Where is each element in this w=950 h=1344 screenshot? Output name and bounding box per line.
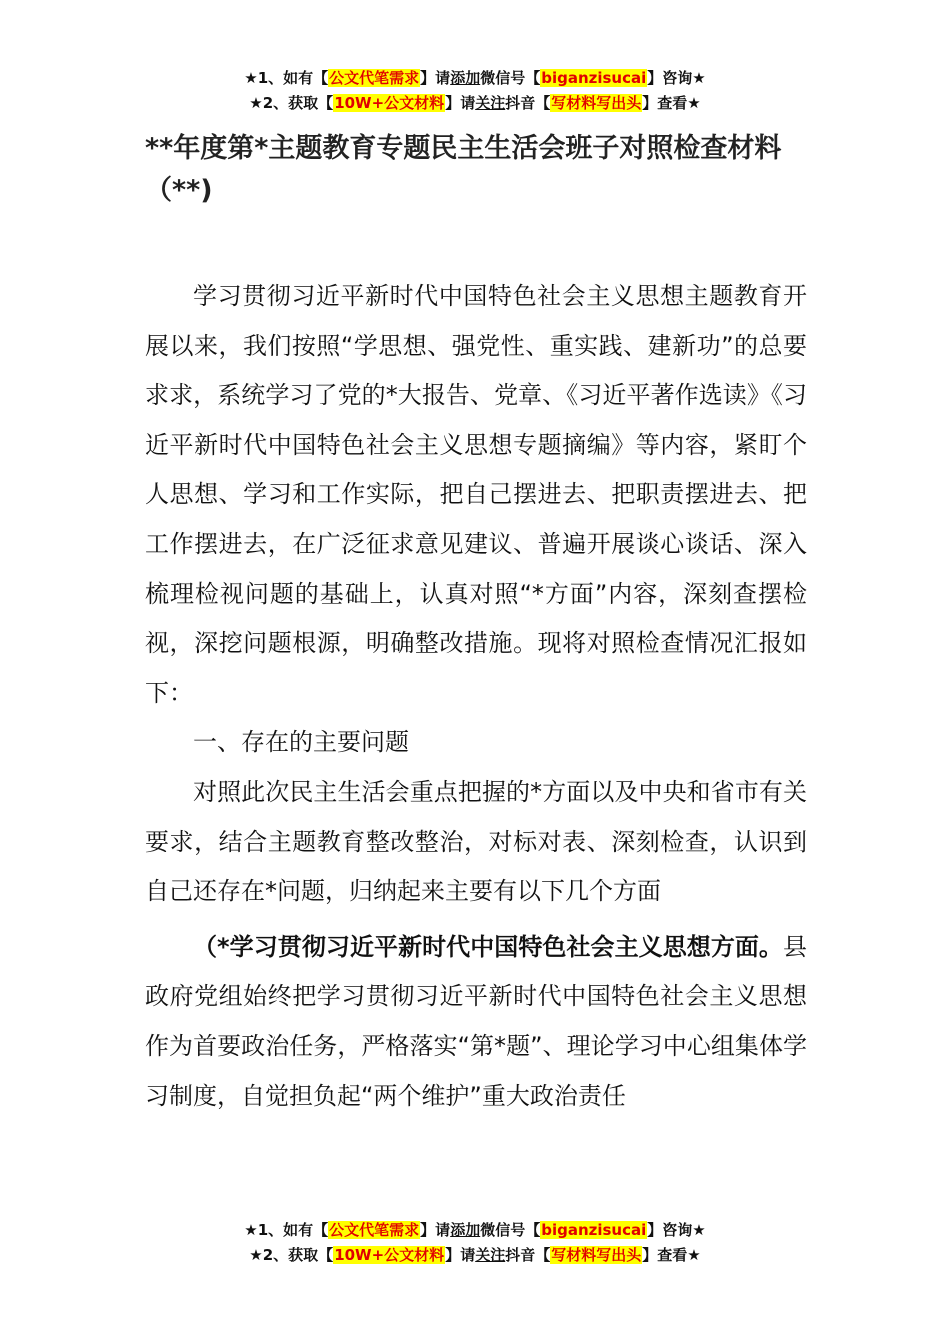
promo-text: ★2、获取【: [249, 1246, 334, 1264]
promo-banner-bottom: [0, 1218, 950, 1268]
section1-text: 县政府党组始终把学习贯彻习近平新时代中国特色社会主义思想作为首要政治任务，严格落实“第*题”、理论学习中心组集体学习制度，自觉担负起“两个维护”重大政治责任: [145, 932, 807, 1110]
promo-text: 微信号【: [480, 1221, 541, 1239]
document-body: [145, 272, 807, 1121]
promo-text: ★1、如有【: [244, 1221, 329, 1239]
promo-underline: 关注: [475, 1246, 506, 1264]
promo-line-1: [0, 1218, 950, 1243]
intro-paragraph: 学习贯彻习近平新时代中国特色社会主义思想主题教育开展以来，我们按照“学思想、强党性、重实践、建新功”的总要求求，系统学习了党的*大报告、党章、《习近平著作选读》《习近平新时代中国特色社会主义思想专题摘编》等内容，紧盯个人思想、学习和工作实际，把自己摆进去、把职责摆进去、把工作摆进去，在广泛征求意见建议、普遍开展谈心谈话、深入梳理检视问题的基础上，认真对照“*方面”内容，深刻查摆检视，深挖问题根源，明确整改措施。现将对照检查情况汇报如下：: [145, 282, 807, 707]
section1-heading: （*学习贯彻习近平新时代中国特色社会主义思想方面。: [193, 932, 783, 961]
promo-highlight: 10W+公文材料: [334, 1246, 445, 1264]
promo-text: 抖音【: [505, 94, 551, 112]
promo-text: 】请: [420, 1221, 451, 1239]
promo-text: 】请: [445, 1246, 476, 1264]
promo-underline: 添加: [450, 1221, 481, 1239]
promo-highlight: biganzisucai: [541, 69, 647, 87]
promo-text: 微信号【: [480, 69, 541, 87]
promo-highlight: biganzisucai: [541, 1221, 647, 1239]
promo-text: 】查看★: [642, 1246, 701, 1264]
promo-line-2: [0, 1243, 950, 1268]
promo-text: 】请: [420, 69, 451, 87]
section-heading: 一、存在的主要问题: [193, 728, 409, 757]
promo-text: 】咨询★: [647, 1221, 706, 1239]
document-title: **年度第*主题教育专题民主生活会班子对照检查材料（**): [145, 133, 782, 206]
promo-underline: 添加: [450, 69, 481, 87]
promo-line-2: [0, 91, 950, 116]
promo-line-1: [0, 66, 950, 91]
promo-text: 】咨询★: [647, 69, 706, 87]
promo-highlight: 写材料写出头: [551, 1246, 642, 1264]
promo-text: 】请: [445, 94, 476, 112]
problems-paragraph: 对照此次民主生活会重点把握的*方面以及中央和省市有关要求，结合主题教育整改整治，对标对表、深刻检查，认识到自己还存在*问题，归纳起来主要有以下几个方面: [145, 777, 807, 906]
promo-highlight: 10W+公文材料: [334, 94, 445, 112]
promo-underline: 关注: [475, 94, 506, 112]
promo-highlight: 公文代笔需求: [329, 1221, 420, 1239]
promo-highlight: 公文代笔需求: [329, 69, 420, 87]
promo-text: 】查看★: [642, 94, 701, 112]
promo-text: ★1、如有【: [244, 69, 329, 87]
promo-highlight: 写材料写出头: [551, 94, 642, 112]
promo-banner-top: [0, 66, 950, 116]
promo-text: ★2、获取【: [249, 94, 334, 112]
section1-paragraph: [145, 923, 807, 1121]
promo-text: 抖音【: [505, 1246, 551, 1264]
